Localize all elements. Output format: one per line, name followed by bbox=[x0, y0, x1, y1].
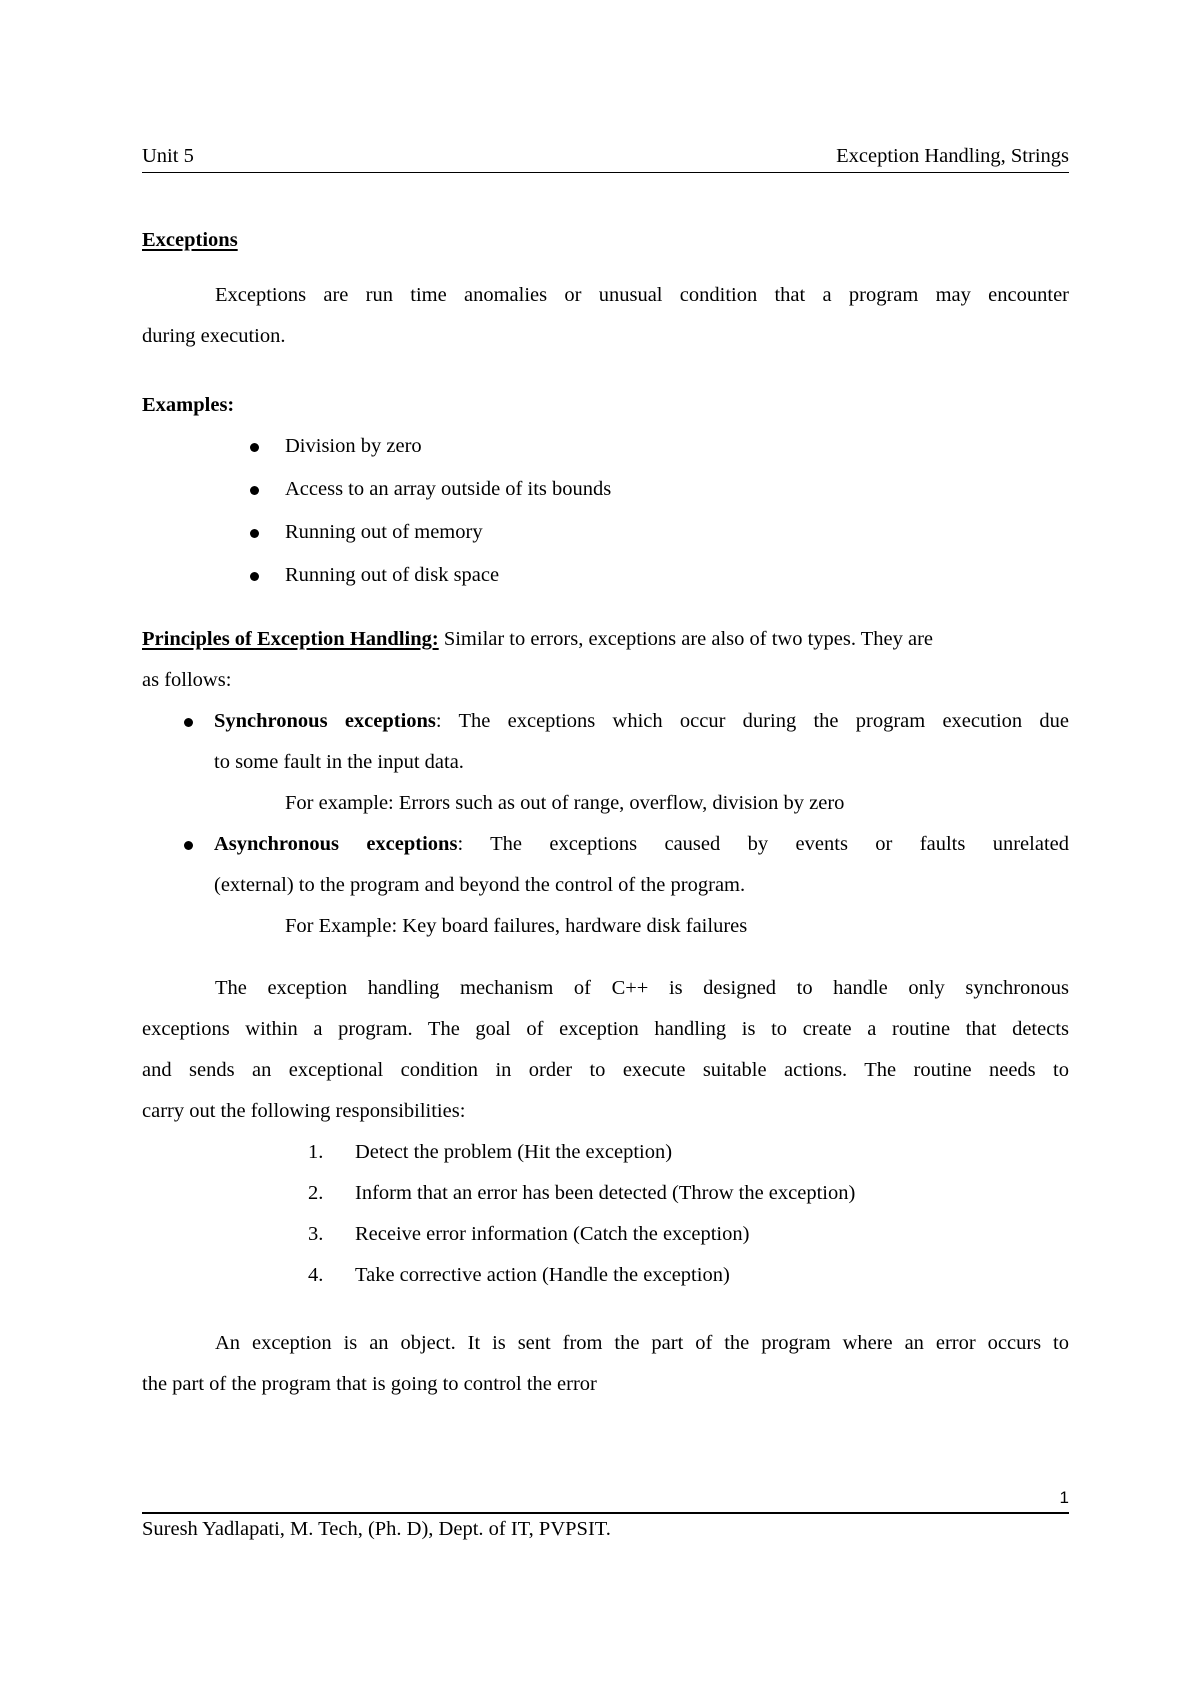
principles-line-1 bbox=[142, 628, 933, 651]
step-text: Receive error information (Catch the exception) bbox=[355, 1223, 750, 1245]
principles-title: Principles of Exception Handling: bbox=[142, 628, 439, 650]
bullet-icon bbox=[250, 443, 259, 452]
async-desc: : The exceptions caused by events or faults unrelated bbox=[457, 833, 1069, 855]
mechanism-line-4: carry out the following responsibilities: bbox=[142, 1100, 466, 1122]
example-item: Running out of disk space bbox=[285, 564, 500, 586]
step-number: 3. bbox=[308, 1223, 324, 1245]
header-right: Exception Handling, Strings bbox=[836, 145, 1069, 167]
bullet-icon bbox=[250, 529, 259, 538]
step-number: 2. bbox=[308, 1182, 324, 1204]
bullet-icon bbox=[184, 841, 193, 850]
async-line-2: (external) to the program and beyond the control of the program. bbox=[214, 874, 746, 896]
bullet-icon bbox=[250, 486, 259, 495]
sync-term: Synchronous exceptions bbox=[214, 710, 436, 732]
step-text: Detect the problem (Hit the exception) bbox=[355, 1141, 673, 1163]
footer-author: Suresh Yadlapati, M. Tech, (Ph. D), Dept. of IT, PVPSIT. bbox=[142, 1518, 611, 1540]
principles-line-2: as follows: bbox=[142, 669, 232, 691]
intro-line-2: during execution. bbox=[142, 325, 286, 347]
examples-heading: Examples: bbox=[142, 394, 235, 416]
step-number: 1. bbox=[308, 1141, 324, 1163]
sync-example: For example: Errors such as out of range, overflow, division by zero bbox=[285, 792, 845, 814]
page-number: 1 bbox=[1059, 1488, 1069, 1507]
mechanism-line-1: The exception handling mechanism of C++ is designed to handle only synchronous bbox=[215, 977, 1069, 999]
mechanism-line-3: and sends an exceptional condition in order to execute suitable actions. The routine needs to bbox=[142, 1059, 1069, 1081]
header-left: Unit 5 bbox=[142, 145, 194, 167]
footer-rule bbox=[142, 1512, 1069, 1514]
intro-line-1: Exceptions are run time anomalies or unusual condition that a program may encounter bbox=[215, 284, 1069, 306]
bullet-icon bbox=[250, 572, 259, 581]
step-text: Inform that an error has been detected (Throw the exception) bbox=[355, 1182, 856, 1204]
sync-desc: : The exceptions which occur during the program execution due bbox=[435, 710, 1069, 732]
mechanism-line-2: exceptions within a program. The goal of exception handling is to create a routine that detects bbox=[142, 1018, 1069, 1040]
example-item: Running out of memory bbox=[285, 521, 483, 543]
async-term: Asynchronous exceptions bbox=[214, 833, 458, 855]
object-line-2: the part of the program that is going to control the error bbox=[142, 1373, 597, 1395]
step-text: Take corrective action (Handle the exception) bbox=[355, 1264, 730, 1286]
async-example: For Example: Key board failures, hardware disk failures bbox=[285, 915, 748, 937]
sync-line-2: to some fault in the input data. bbox=[214, 751, 464, 773]
section-title: Exceptions bbox=[142, 229, 238, 251]
step-number: 4. bbox=[308, 1264, 324, 1286]
principles-text: Similar to errors, exceptions are also of two types. They are bbox=[438, 628, 934, 650]
bullet-icon bbox=[184, 718, 193, 727]
example-item: Access to an array outside of its bounds bbox=[285, 478, 612, 500]
object-line-1: An exception is an object. It is sent from the part of the program where an error occurs to bbox=[215, 1332, 1069, 1354]
async-line-1 bbox=[214, 833, 1069, 856]
example-item: Division by zero bbox=[285, 435, 422, 457]
sync-line-1 bbox=[214, 710, 1069, 733]
header-rule bbox=[142, 172, 1069, 173]
